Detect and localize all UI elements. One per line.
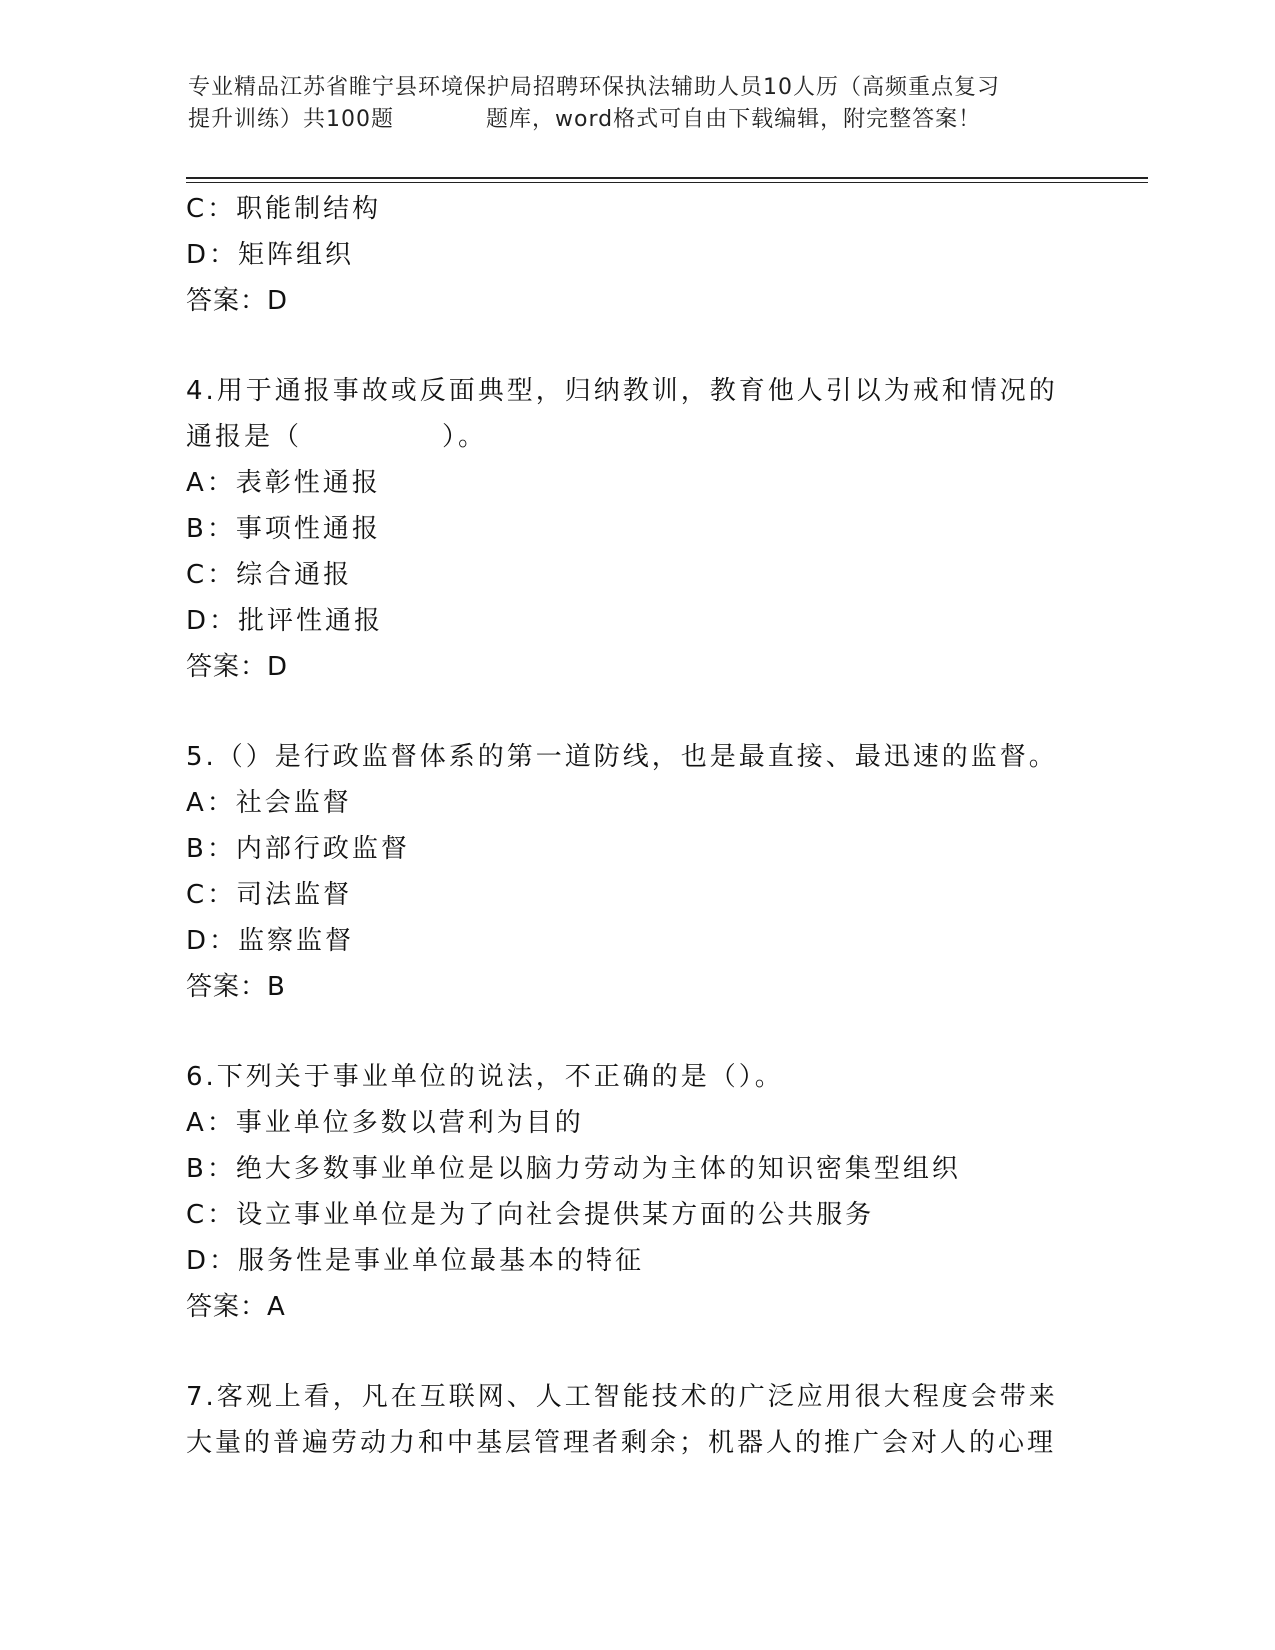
question-stem-line-2: 大量的普遍劳动力和中基层管理者剩余；机器人的推广会对人的心理 [186, 1428, 1057, 1458]
answer: 答案：D [186, 652, 289, 682]
header-title-line-2-part-2: 题库，word格式可自由下载编辑，附完整答案！ [486, 107, 982, 132]
answer: 答案：D [186, 286, 289, 316]
option-b: B：内部行政监督 [186, 834, 410, 864]
header-divider-thin [186, 182, 1148, 183]
stem-end: ）。 [442, 422, 488, 452]
option-a: A：事业单位多数以营利为目的 [186, 1108, 584, 1138]
option-d: D：监察监督 [186, 926, 355, 956]
option-a: A：社会监督 [186, 788, 352, 818]
option-b: B：绝大多数事业单位是以脑力劳动为主体的知识密集型组织 [186, 1154, 961, 1184]
option-c: C：司法监督 [186, 880, 353, 910]
header-title-line-1: 专业精品江苏省睢宁县环境保护局招聘环保执法辅助人员10人历（高频重点复习 [188, 75, 1000, 100]
question-stem: 7.客观上看，凡在互联网、人工智能技术的广泛应用很大程度会带来 [186, 1382, 1058, 1412]
header-title-line-2-part-1: 提升训练）共100题 [188, 107, 394, 132]
option-b: B：事项性通报 [186, 514, 381, 544]
question-stem: 6.下列关于事业单位的说法，不正确的是（）。 [186, 1062, 784, 1092]
option-d: D：批评性通报 [186, 606, 384, 636]
question-content [186, 186, 1086, 1466]
stem-start: 通报是（ [186, 422, 303, 452]
question-stem: 4.用于通报事故或反面典型，归纳教训，教育他人引以为戒和情况的 [186, 376, 1058, 406]
option-a: A：表彰性通报 [186, 468, 381, 498]
option-c: C：设立事业单位是为了向社会提供某方面的公共服务 [186, 1200, 875, 1230]
option-c: C：职能制结构 [186, 194, 382, 224]
answer: 答案：B [186, 972, 286, 1002]
question-stem: 5.（）是行政监督体系的第一道防线，也是最直接、最迅速的监督。 [186, 742, 1058, 772]
header-divider-thick [186, 177, 1148, 179]
answer: 答案：A [186, 1292, 286, 1322]
option-c: C：综合通报 [186, 560, 353, 590]
option-d: D：服务性是事业单位最基本的特征 [186, 1246, 645, 1276]
header-title-line-2 [188, 104, 1088, 136]
option-d: D：矩阵组织 [186, 240, 355, 270]
page-header [188, 72, 1088, 136]
question-stem-line-2 [186, 414, 1086, 460]
